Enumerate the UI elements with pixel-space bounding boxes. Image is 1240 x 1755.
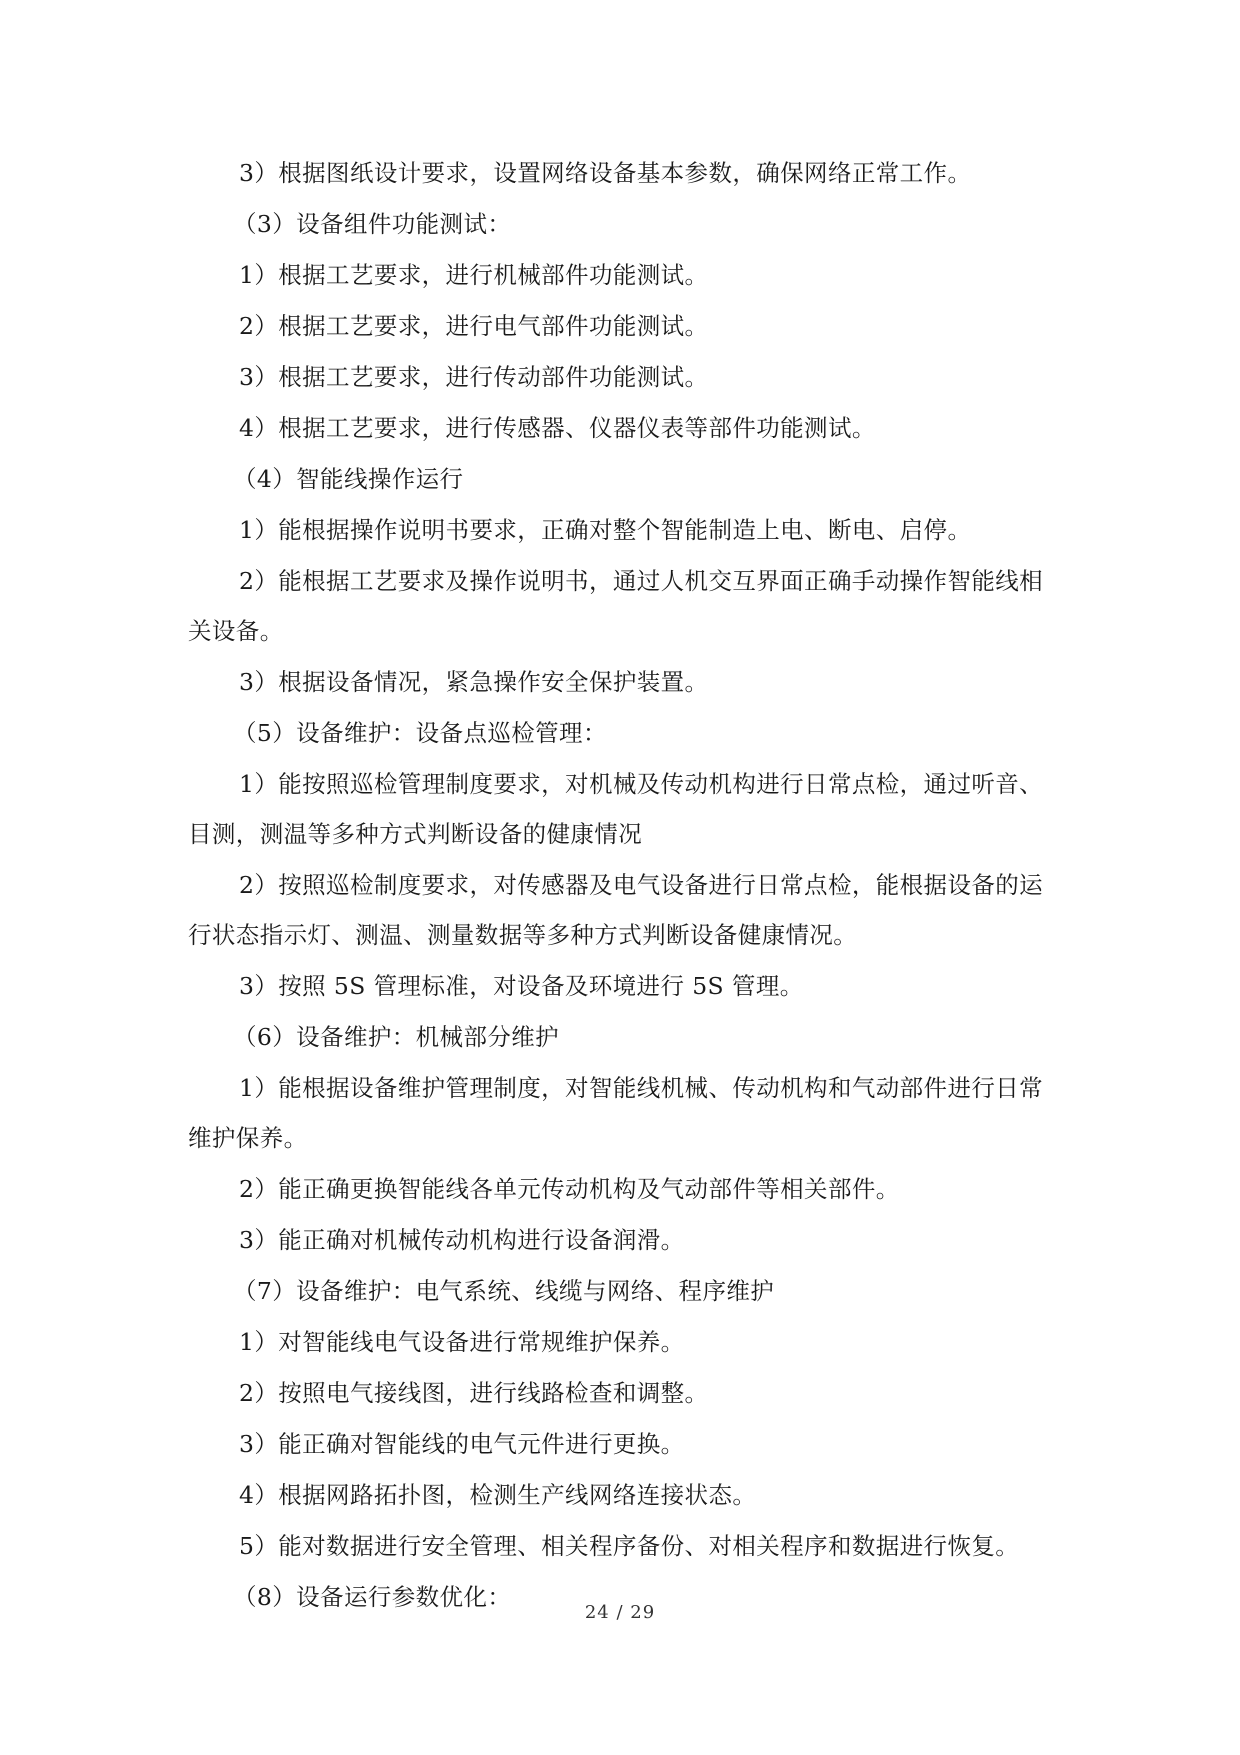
document-body <box>188 148 1054 1623</box>
section-heading: （3）设备组件功能测试： <box>233 210 512 238</box>
list-item: 2）能正确更换智能线各单元传动机构及气动部件等相关部件。 <box>239 1175 900 1203</box>
list-item: 2）按照电气接线图，进行线路检查和调整。 <box>239 1379 709 1407</box>
list-item: 3）根据设备情况，紧急操作安全保护装置。 <box>239 668 709 696</box>
section-heading: （8）设备运行参数优化： <box>233 1583 512 1611</box>
list-item: 3）能正确对机械传动机构进行设备润滑。 <box>239 1226 685 1254</box>
list-item: 1）能按照巡检管理制度要求，对机械及传动机构进行日常点检，通过听音、目测，测温等多种方式判断设备的健康情况 <box>188 770 1044 848</box>
list-item: 5）能对数据进行安全管理、相关程序备份、对相关程序和数据进行恢复。 <box>239 1532 1020 1560</box>
section-heading: （7）设备维护：电气系统、线缆与网络、程序维护 <box>233 1277 775 1305</box>
list-item: 2）按照巡检制度要求，对传感器及电气设备进行日常点检，能根据设备的运行状态指示灯、测温、测量数据等多种方式判断设备健康情况。 <box>188 871 1044 949</box>
list-item: 4）根据网路拓扑图，检测生产线网络连接状态。 <box>239 1481 757 1509</box>
list-item: 1）对智能线电气设备进行常规维护保养。 <box>239 1328 685 1356</box>
list-item: 2）能根据工艺要求及操作说明书，通过人机交互界面正确手动操作智能线相关设备。 <box>188 567 1044 645</box>
section-heading: （5）设备维护：设备点巡检管理： <box>233 719 607 747</box>
list-item: 1）能根据操作说明书要求，正确对整个智能制造上电、断电、启停。 <box>239 516 972 544</box>
list-item: 3）根据图纸设计要求，设置网络设备基本参数，确保网络正常工作。 <box>239 159 972 187</box>
list-item: 3）根据工艺要求，进行传动部件功能测试。 <box>239 363 709 391</box>
section-heading: （6）设备维护：机械部分维护 <box>233 1023 560 1051</box>
section-heading: （4）智能线操作运行 <box>233 465 464 493</box>
list-item: 3）能正确对智能线的电气元件进行更换。 <box>239 1430 685 1458</box>
list-item: 3）按照 5S 管理标准，对设备及环境进行 5S 管理。 <box>239 972 804 1000</box>
list-item: 4）根据工艺要求，进行传感器、仪器仪表等部件功能测试。 <box>239 414 876 442</box>
page-number: 24 / 29 <box>584 1602 656 1623</box>
list-item: 1）根据工艺要求，进行机械部件功能测试。 <box>239 261 709 289</box>
list-item: 2）根据工艺要求，进行电气部件功能测试。 <box>239 312 709 340</box>
list-item: 1）能根据设备维护管理制度，对智能线机械、传动机构和气动部件进行日常维护保养。 <box>188 1074 1044 1152</box>
